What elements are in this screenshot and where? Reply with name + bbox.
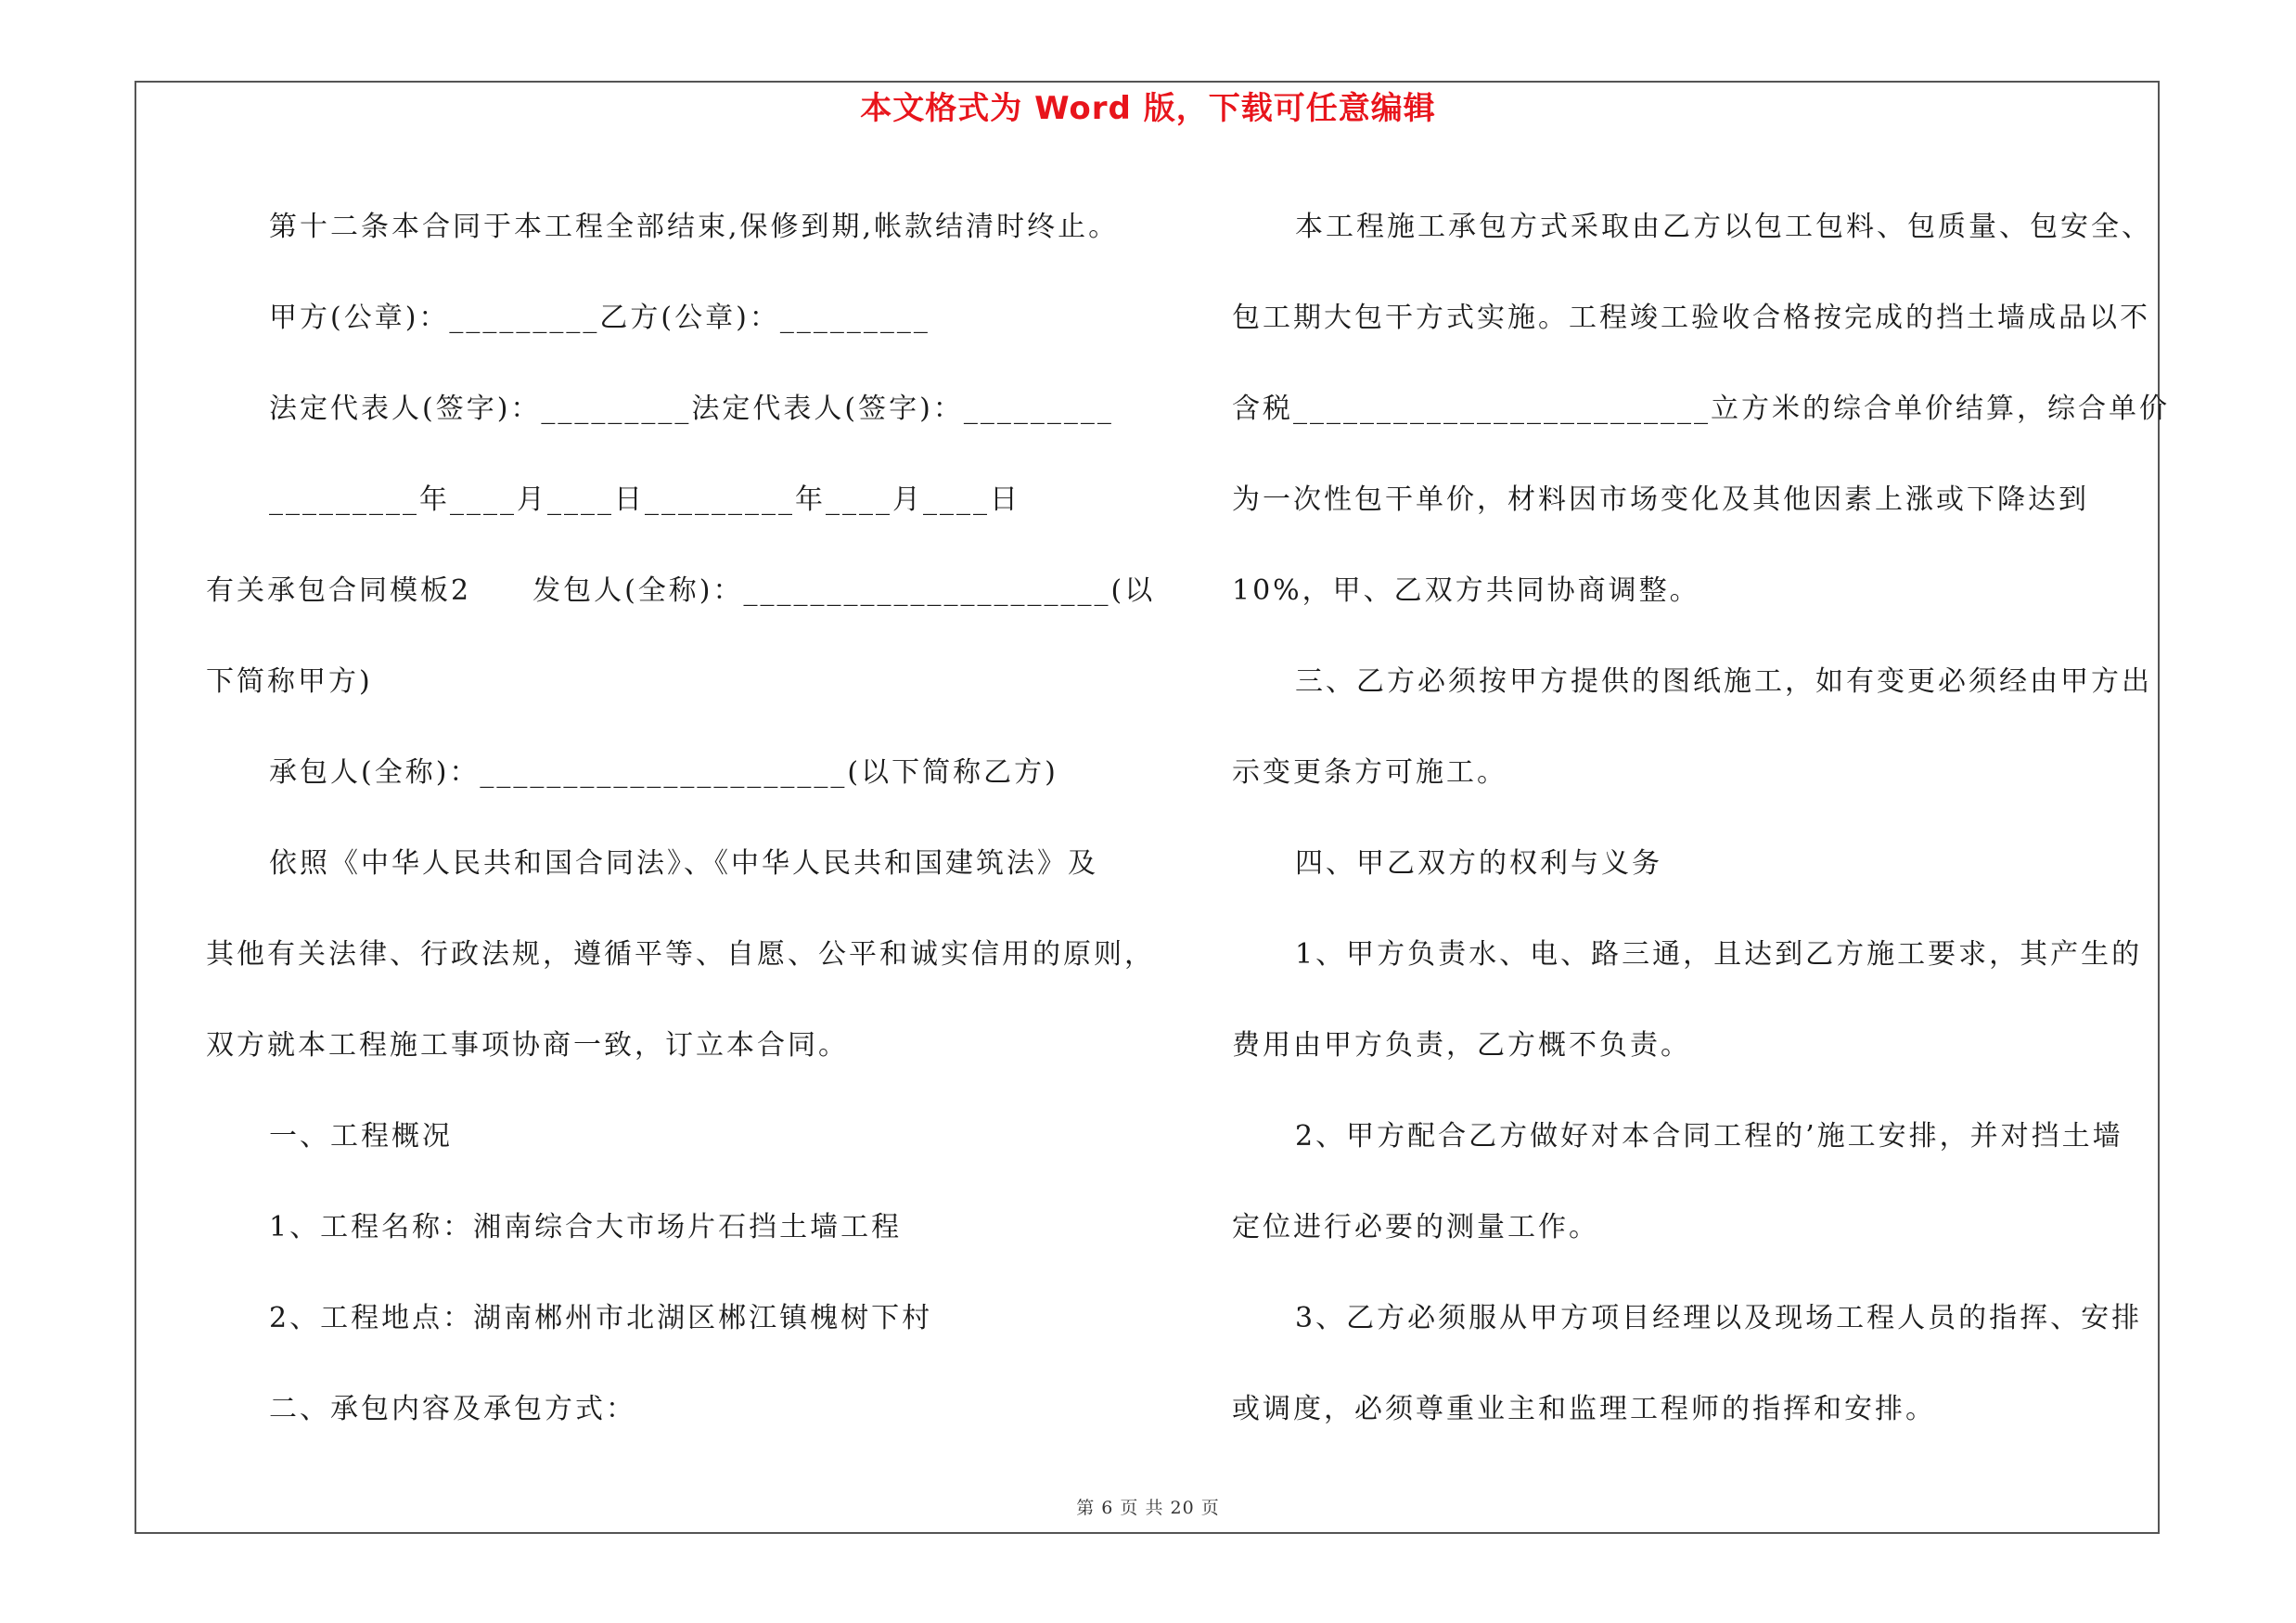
left-paragraph: 一、工程概况 — [269, 1120, 453, 1153]
left-paragraph: 其他有关法律、行政法规，遵循平等、自愿、公平和诚实信用的原则， — [206, 938, 1155, 971]
left-paragraph: _________年____月____日_________年____月____日 — [269, 483, 1020, 516]
left-paragraph: 二、承包内容及承包方式： — [269, 1393, 636, 1425]
right-paragraph: 四、甲乙双方的权利与义务 — [1295, 847, 1662, 880]
left-paragraph: 第十二条本合同于本工程全部结束,保修到期,帐款结清时终止。 — [269, 211, 1120, 243]
left-paragraph: 双方就本工程施工事项协商一致，订立本合同。 — [206, 1029, 849, 1062]
left-paragraph: 2、工程地点：湖南郴州市北湖区郴江镇槐树下村 — [269, 1302, 933, 1334]
right-paragraph: 费用由甲方负责，乙方概不负责。 — [1232, 1029, 1691, 1062]
right-paragraph: 示变更条方可施工。 — [1232, 756, 1507, 789]
left-paragraph: 法定代表人(签字)：_________法定代表人(签字)：_________ — [269, 393, 1114, 425]
left-column — [206, 182, 1156, 1455]
left-paragraph: 下简称甲方) — [206, 665, 373, 698]
left-paragraph: 甲方(公章)：_________乙方(公章)：_________ — [269, 302, 930, 334]
right-paragraph: 10%，甲、乙双方共同协商调整。 — [1232, 574, 1700, 607]
right-paragraph: 包工期大包干方式实施。工程竣工验收合格按完成的挡土墙成品以不 — [1232, 302, 2150, 334]
page-number: 第 6 页 共 20 页 — [1076, 1498, 1220, 1518]
left-paragraph: 依照《中华人民共和国合同法》、《中华人民共和国建筑法》及 — [269, 847, 1098, 880]
left-paragraph: 有关承包合同模板2 发包人(全称)：______________________(以 — [206, 574, 1156, 607]
left-paragraph: 1、工程名称：湘南综合大市场片石挡土墙工程 — [269, 1211, 903, 1243]
right-paragraph: 1、甲方负责水、电、路三通，且达到乙方施工要求，其产生的 — [1295, 938, 2143, 971]
left-paragraph: 承包人(全称)：______________________(以下简称乙方) — [269, 756, 1058, 789]
right-column — [1232, 182, 2170, 1455]
right-paragraph: 三、乙方必须按甲方提供的图纸施工，如有变更必须经由甲方出 — [1295, 665, 2152, 698]
right-paragraph: 或调度，必须尊重业主和监理工程师的指挥和安排。 — [1232, 1393, 1936, 1425]
header-banner: 本文格式为 Word 版，下载可任意编辑 — [860, 90, 1436, 127]
right-paragraph: 为一次性包干单价，材料因市场变化及其他因素上涨或下降达到 — [1232, 483, 2089, 516]
right-paragraph: 本工程施工承包方式采取由乙方以包工包料、包质量、包安全、 — [1295, 211, 2152, 243]
right-paragraph: 2、甲方配合乙方做好对本合同工程的’施工安排，并对挡土墙 — [1295, 1120, 2123, 1153]
right-paragraph: 定位进行必要的测量工作。 — [1232, 1211, 1599, 1243]
right-paragraph: 3、乙方必须服从甲方项目经理以及现场工程人员的指挥、安排 — [1295, 1302, 2143, 1334]
right-paragraph: 含税_________________________立方米的综合单价结算，综合单价 — [1232, 393, 2170, 425]
